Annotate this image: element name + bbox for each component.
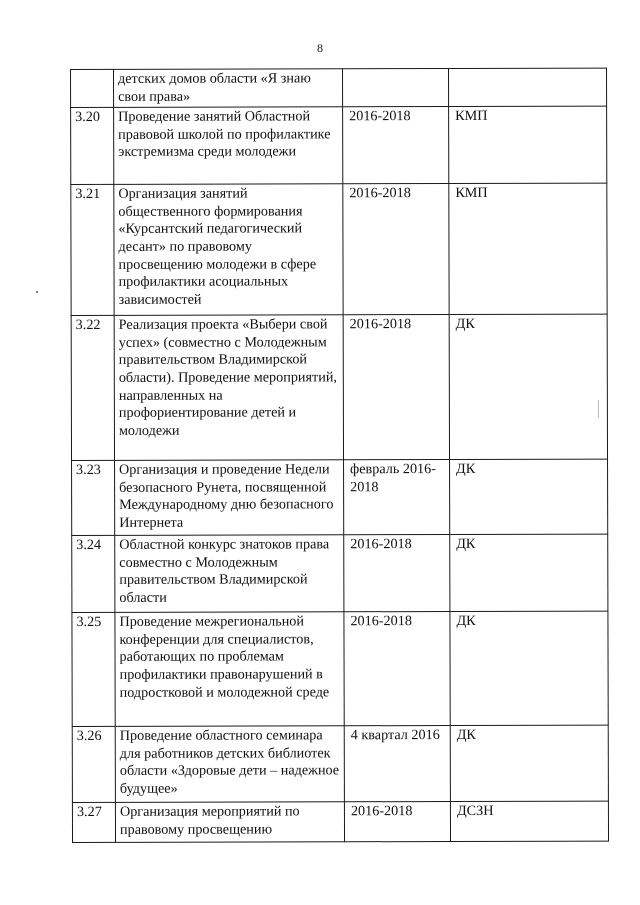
measure-responsible: ДК — [449, 314, 607, 459]
measure-term: 2016-2018 — [343, 184, 449, 315]
measure-term: 2016-2018 — [343, 315, 449, 460]
measure-name: Реализация проекта «Выбери свой успех» (совместно с Молодежным правительством Владимирской области). Проведение мероприятий, направленных на профориентирование детей и молодежи — [114, 315, 343, 461]
row-number: 3.26 — [72, 727, 115, 803]
measure-responsible: ДК — [450, 611, 608, 725]
table-row — [72, 459, 608, 535]
measure-responsible: КМП — [449, 183, 607, 314]
row-number: 3.21 — [71, 185, 114, 316]
measure-name: Проведение межрегиональной конференции для специалистов, работающих по проблемам профилактики правонарушений в подростковой и молодежной среде — [115, 612, 344, 727]
measure-name: Проведение областного семинара для работников детских библиотек области «Здоровые дети – надежное будущее» — [115, 726, 344, 803]
table-row — [72, 725, 608, 802]
measure-responsible — [449, 68, 607, 107]
measure-term: 2016-2018 — [344, 612, 450, 726]
measure-name: детских домов области «Я знаю свои права» — [114, 69, 343, 108]
measures-table — [70, 68, 609, 844]
measure-term: 2016-2018 — [343, 107, 449, 184]
measure-name: Организация и проведение Недели безопасного Рунета, посвященной Международному дню безопасного Интернета — [115, 460, 344, 536]
measure-responsible: ДК — [450, 459, 608, 534]
measure-responsible: ДСЗН — [450, 801, 608, 841]
measure-term: 2016-2018 — [344, 535, 450, 612]
table-row — [71, 68, 607, 108]
row-number: 3.22 — [71, 316, 114, 461]
scan-speck — [36, 291, 38, 293]
measure-term: февраль 2016-2018 — [344, 460, 450, 535]
row-number: 3.25 — [72, 613, 115, 727]
measure-term: 4 квартал 2016 — [344, 726, 450, 802]
measure-name: Организация мероприятий по правовому просвещению — [115, 802, 344, 843]
row-number: 3.24 — [72, 536, 115, 613]
table-row — [72, 801, 608, 842]
row-number: 3.20 — [71, 108, 114, 185]
table-row — [72, 611, 608, 726]
measure-responsible: КМП — [449, 106, 607, 183]
measure-term — [343, 69, 449, 107]
table-row — [71, 106, 607, 184]
row-number: 3.27 — [72, 803, 115, 843]
table-row — [72, 534, 608, 612]
measure-name: Областной конкурс знатоков права совместно с Молодежным правительством Владимирской области — [115, 535, 344, 613]
scan-mark — [598, 400, 599, 418]
measure-responsible: ДК — [450, 725, 608, 801]
table-row — [71, 183, 607, 315]
row-number: 3.23 — [72, 461, 115, 536]
measure-name: Организация занятий общественного формирования «Курсантский педагогический десант» по правовому просвещению молодежи в сфере профилактики асоциальных зависимостей — [114, 184, 343, 316]
page-number: 8 — [317, 41, 323, 55]
row-number — [71, 69, 114, 107]
measure-term: 2016-2018 — [344, 802, 450, 842]
table-row — [71, 314, 607, 460]
measure-responsible: ДК — [450, 534, 608, 611]
measure-name: Проведение занятий Областной правовой школой по профилактике экстремизма среди молодежи — [114, 107, 343, 185]
